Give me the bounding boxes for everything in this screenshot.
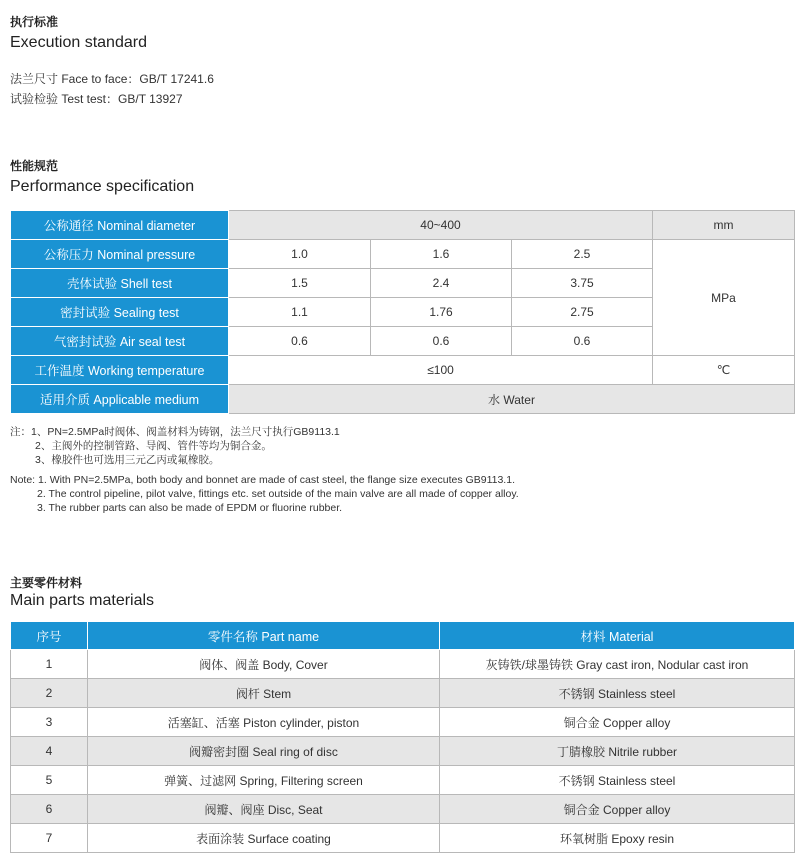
row-no: 7 <box>11 824 88 853</box>
value-nominal-diameter: 40~400 <box>229 211 653 240</box>
unit-working-temperature: ℃ <box>653 356 795 385</box>
row-nominal-pressure <box>11 240 795 269</box>
value-sealing-test-2: 1.76 <box>371 298 512 327</box>
row-no: 6 <box>11 795 88 824</box>
row-applicable-medium <box>11 385 795 414</box>
note-cn-3: 3、橡胶件也可选用三元乙丙或氟橡胶。 <box>35 454 220 466</box>
unit-nominal-diameter: mm <box>653 211 795 240</box>
execution-title-en: Execution standard <box>10 34 147 51</box>
table-row <box>11 737 795 766</box>
face-to-face-standard: 法兰尺寸 Face to face：GB/T 17241.6 <box>10 72 214 86</box>
label-applicable-medium: 适用介质 Applicable medium <box>11 385 229 414</box>
note-en-2: 2. The control pipeline, pilot valve, fittings etc. set outside of the main valve are all made of copper alloy. <box>37 488 519 500</box>
row-part: 弹簧、过滤网 Spring, Filtering screen <box>88 766 440 795</box>
note-en-1: Note: 1. With PN=2.5MPa, both body and bonnet are made of cast steel, the flange size executes GB9113.1. <box>10 474 515 486</box>
row-no: 5 <box>11 766 88 795</box>
row-material: 环氧树脂 Epoxy resin <box>440 824 795 853</box>
table-row <box>11 766 795 795</box>
label-working-temperature: 工作温度 Working temperature <box>11 356 229 385</box>
note-en-3: 3. The rubber parts can also be made of EPDM or fluorine rubber. <box>37 502 343 514</box>
header-material: 材料 Material <box>440 622 795 650</box>
row-material: 铜合金 Copper alloy <box>440 795 795 824</box>
row-part: 阀瓣密封圈 Seal ring of disc <box>88 737 440 766</box>
table-row <box>11 824 795 853</box>
table-row <box>11 795 795 824</box>
table-row <box>11 708 795 737</box>
notes-cn <box>10 425 340 467</box>
value-shell-test-1: 1.5 <box>229 269 371 298</box>
value-shell-test-3: 3.75 <box>512 269 653 298</box>
row-part: 活塞缸、活塞 Piston cylinder, piston <box>88 708 440 737</box>
row-no: 2 <box>11 679 88 708</box>
value-air-seal-test-3: 0.6 <box>512 327 653 356</box>
unit-pressure: MPa <box>653 240 795 356</box>
performance-title-en: Performance specification <box>10 178 195 195</box>
value-nominal-pressure-1: 1.0 <box>229 240 371 269</box>
header-part-name: 零件名称 Part name <box>88 622 440 650</box>
value-shell-test-2: 2.4 <box>371 269 512 298</box>
row-working-temperature <box>11 356 795 385</box>
table-row <box>11 650 795 679</box>
value-sealing-test-3: 2.75 <box>512 298 653 327</box>
row-nominal-diameter <box>11 211 795 240</box>
row-no: 4 <box>11 737 88 766</box>
label-sealing-test: 密封试验 Sealing test <box>11 298 229 327</box>
note-cn-1: 注：1、PN=2.5MPa时阀体、阀盖材料为铸钢，法兰尺寸执行GB9113.1 <box>10 426 340 438</box>
execution-title-cn: 执行标准 <box>10 15 59 29</box>
label-nominal-diameter: 公称通径 Nominal diameter <box>11 211 229 240</box>
value-air-seal-test-2: 0.6 <box>371 327 512 356</box>
value-air-seal-test-1: 0.6 <box>229 327 371 356</box>
row-material: 灰铸铁/球墨铸铁 Gray cast iron, Nodular cast iron <box>440 650 795 679</box>
notes-en <box>10 473 519 515</box>
row-part: 表面涂装 Surface coating <box>88 824 440 853</box>
label-air-seal-test: 气密封试验 Air seal test <box>11 327 229 356</box>
row-part: 阀瓣、阀座 Disc, Seat <box>88 795 440 824</box>
note-cn-2: 2、主阀外的控制管路、导阀、管件等均为铜合金。 <box>35 440 272 452</box>
parts-title-en: Main parts materials <box>10 592 155 609</box>
value-nominal-pressure-2: 1.6 <box>371 240 512 269</box>
label-shell-test: 壳体试验 Shell test <box>11 269 229 298</box>
row-material: 铜合金 Copper alloy <box>440 708 795 737</box>
row-material: 不锈钢 Stainless steel <box>440 766 795 795</box>
row-no: 1 <box>11 650 88 679</box>
header-no: 序号 <box>11 622 88 650</box>
value-working-temperature: ≤100 <box>229 356 653 385</box>
value-applicable-medium: 水 Water <box>229 385 795 414</box>
value-nominal-pressure-3: 2.5 <box>512 240 653 269</box>
row-no: 3 <box>11 708 88 737</box>
row-material: 丁腈橡胶 Nitrile rubber <box>440 737 795 766</box>
row-part: 阀杆 Stem <box>88 679 440 708</box>
parts-header-row <box>11 622 795 650</box>
performance-title-cn: 性能规范 <box>10 159 59 173</box>
row-part: 阀体、阀盖 Body, Cover <box>88 650 440 679</box>
performance-table <box>10 210 795 414</box>
value-sealing-test-1: 1.1 <box>229 298 371 327</box>
label-nominal-pressure: 公称压力 Nominal pressure <box>11 240 229 269</box>
table-row <box>11 679 795 708</box>
test-standard: 试验检验 Test test：GB/T 13927 <box>10 92 183 106</box>
row-material: 不锈钢 Stainless steel <box>440 679 795 708</box>
parts-title-cn: 主要零件材料 <box>10 576 83 590</box>
parts-table <box>10 621 795 853</box>
